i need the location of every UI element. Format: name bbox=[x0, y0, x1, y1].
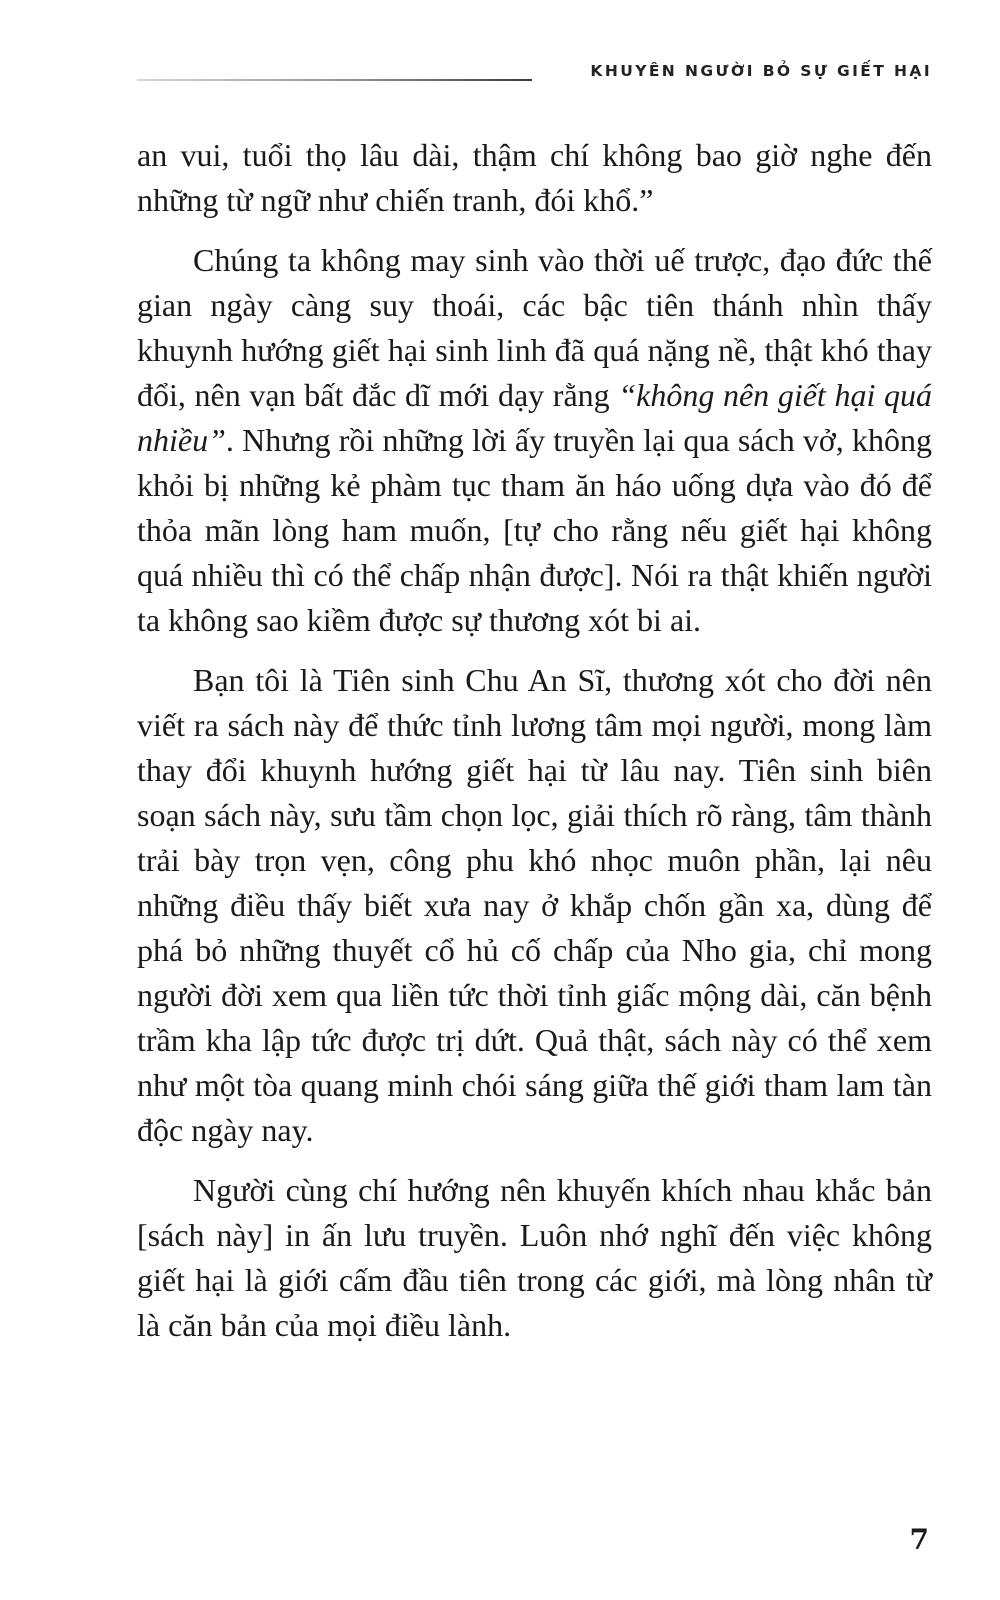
paragraph-2-text-b: . Nhưng rồi những lời ấy truyền lại qua sách vở, không khỏi bị những kẻ phàm tục tham ăn háo uống dựa vào đó để thỏa mãn lòng ham muốn, [tự cho rằng nếu giết hại không quá nhiều thì có thể chấp nhận được]. Nói ra thật khiến người ta không sao kiềm được sự thương xót bi ai. bbox=[137, 422, 932, 638]
paragraph-4: Người cùng chí hướng nên khuyến khích nhau khắc bản [sách này] in ấn lưu truyền. Luôn nhớ nghĩ đến việc không giết hại là giới cấm đầu tiên trong các giới, mà lòng nhân từ là căn bản của mọi điều lành. bbox=[137, 1172, 932, 1343]
paragraph-2 bbox=[137, 238, 932, 643]
paragraph-1: an vui, tuổi thọ lâu dài, thậm chí không bao giờ nghe đến những từ ngữ như chiến tranh, đói khổ.” bbox=[137, 137, 932, 218]
body-text bbox=[137, 133, 932, 1348]
page-number: 7 bbox=[909, 1523, 929, 1556]
header-rule bbox=[137, 79, 532, 81]
running-header: KHUYÊN NGƯỜI BỎ SỰ GIẾT HẠI bbox=[590, 62, 932, 80]
paragraph-2-text-a: Chúng ta không may sinh vào thời uế trược, đạo đức thế gian ngày càng suy thoái, các bậc tiên thánh nhìn thấy khuynh hướng giết hại sinh linh đã quá nặng nề, thật khó thay đổi, nên vạn bất đắc dĩ mới dạy rằng bbox=[137, 242, 932, 413]
paragraph-2-italic-quote: “không nên giết hại quá nhiều” bbox=[137, 377, 933, 458]
paragraph-3: Bạn tôi là Tiên sinh Chu An Sĩ, thương xót cho đời nên viết ra sách này để thức tỉnh lương tâm mọi người, mong làm thay đổi khuynh hướng giết hại từ lâu nay. Tiên sinh biên soạn sách này, sưu tầm chọn lọc, giải thích rõ ràng, tâm thành trải bày trọn vẹn, công phu khó nhọc muôn phần, lại nêu những điều thấy biết xưa nay ở khắp chốn gần xa, dùng để phá bỏ những thuyết cổ hủ cố chấp của Nho gia, chỉ mong người đời xem qua liền tức thời tỉnh giấc mộng dài, căn bệnh trầm kha lập tức được trị dứt. Quả thật, sách này có thể xem như một tòa quang minh chói sáng giữa thế giới tham lam tàn độc ngày nay. bbox=[137, 662, 932, 1148]
